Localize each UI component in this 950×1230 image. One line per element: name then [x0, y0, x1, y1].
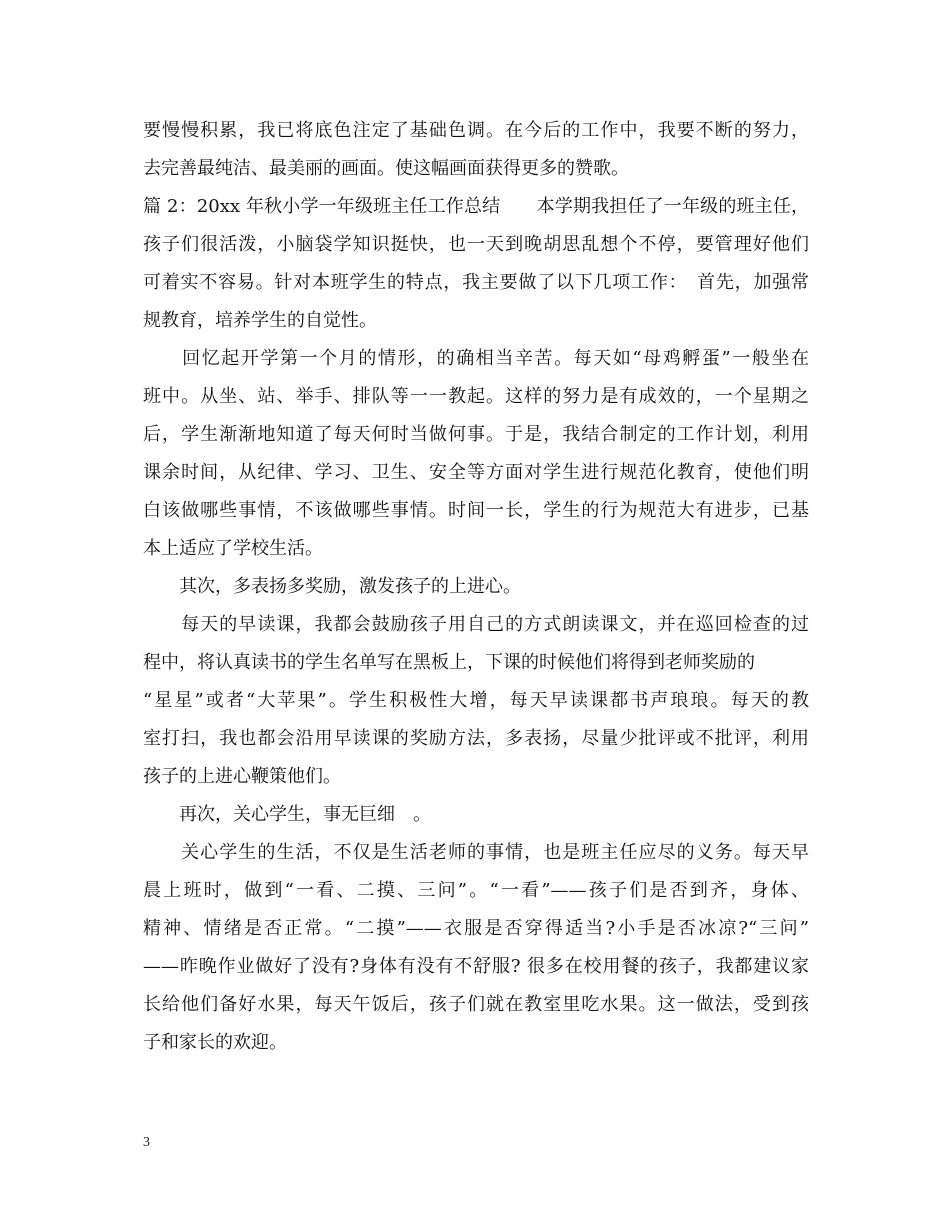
- text-line: 精神、情绪是否正常。“二摸”——衣服是否穿得适当?小手是否冰凉?“三问”: [143, 918, 809, 939]
- text-line: ——昨晚作业做好了没有?身体有没有不舒服? 很多在校用餐的孩子，我都建议家: [143, 956, 809, 977]
- text-line: 孩子的上进心鞭策他们。: [143, 766, 341, 787]
- text-line: 班中。从坐、站、举手、排队等一一教起。这样的努力是有成效的，一个星期之: [143, 386, 809, 407]
- text-line: 再次，关心学生，事无巨细 。: [143, 804, 431, 825]
- text-line: 本上适应了学校生活。: [143, 538, 323, 559]
- text-line: 后，学生渐渐地知道了每天何时当做何事。于是，我结合制定的工作计划，利用: [143, 424, 809, 445]
- text-line: 长给他们备好水果，每天午饭后，孩子们就在教室里吃水果。这一做法，受到孩: [143, 994, 809, 1015]
- text-line: 每天的早读课，我都会鼓励孩子用自己的方式朗读课文，并在巡回检查的过: [143, 614, 809, 635]
- text-line: 关心学生的生活，不仅是生活老师的事情，也是班主任应尽的义务。每天早: [143, 842, 809, 863]
- text-line: 回忆起开学第一个月的情形，的确相当辛苦。每天如“母鸡孵蛋”一般坐在: [143, 348, 809, 369]
- page-number: 3: [143, 1135, 150, 1150]
- text-line: 孩子们很活泼，小脑袋学知识挺快，也一天到晚胡思乱想个不停，要管理好他们: [143, 234, 809, 255]
- text-line: 去完善最纯洁、最美丽的画面。使这幅画面获得更多的赞歌。: [143, 158, 629, 179]
- text-line: 要慢慢积累，我已将底色注定了基础色调。在今后的工作中，我要不断的努力，: [143, 120, 809, 141]
- text-line: 可着实不容易。针对本班学生的特点，我主要做了以下几项工作： 首先，加强常: [143, 272, 809, 293]
- text-line: 室打扫，我也都会沿用早读课的奖励方法，多表扬，尽量少批评或不批评，利用: [143, 728, 809, 749]
- text-line: 白该做哪些事情，不该做哪些事情。时间一长，学生的行为规范大有进步，已基: [143, 500, 809, 521]
- section-heading-line: 篇 2：20xx 年秋小学一年级班主任工作总结 本学期我担任了一年级的班主任，: [143, 196, 809, 217]
- text-line: 晨上班时，做到“一看、二摸、三问”。“一看”——孩子们是否到齐，身体、: [143, 880, 809, 901]
- text-line: 程中，将认真读书的学生名单写在黑板上，下课的时候他们将得到老师奖励的: [143, 652, 755, 673]
- text-line: 课余时间，从纪律、学习、卫生、安全等方面对学生进行规范化教育，使他们明: [143, 462, 809, 483]
- text-line: “星星”或者“大苹果”。学生积极性大增，每天早读课都书声琅琅。每天的教: [143, 690, 809, 711]
- text-line: 规教育，培养学生的自觉性。: [143, 310, 377, 331]
- document-body: [143, 112, 809, 1062]
- text-line: 子和家长的欢迎。: [143, 1032, 287, 1053]
- text-line: 其次，多表扬多奖励，激发孩子的上进心。: [143, 576, 521, 597]
